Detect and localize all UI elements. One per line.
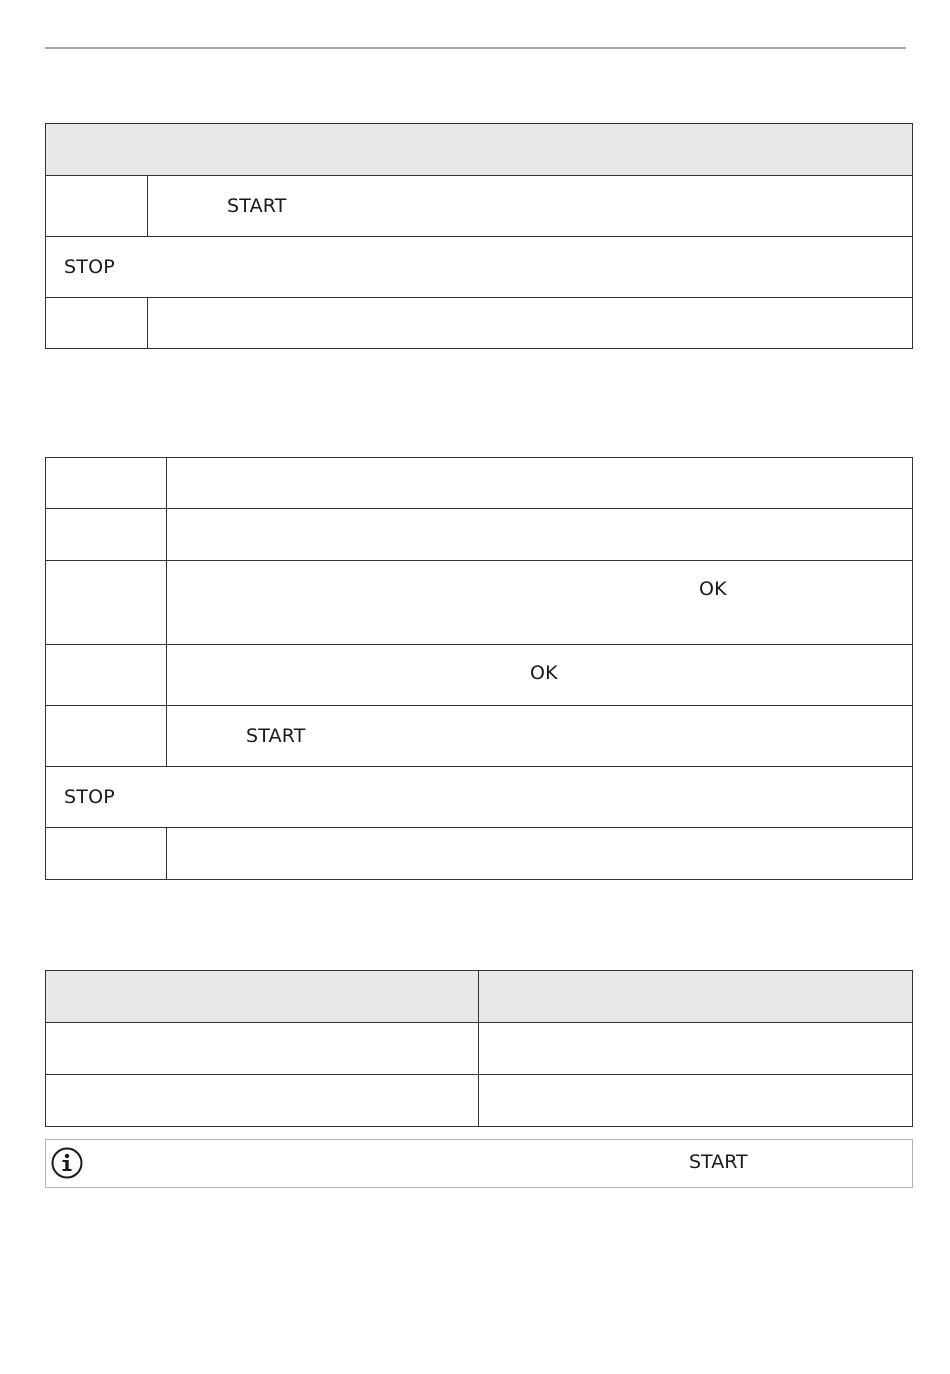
- table-header-row: [46, 971, 913, 1023]
- table-row: [46, 706, 913, 767]
- table-row: [46, 767, 913, 828]
- step-cell: [46, 561, 167, 645]
- action-cell: [167, 706, 913, 767]
- action-cell: [148, 176, 913, 237]
- action-cell: [167, 509, 913, 561]
- start-keyword: START: [227, 195, 287, 217]
- step-cell: [46, 458, 167, 509]
- step-cell: [46, 176, 148, 237]
- table-row: [46, 298, 913, 349]
- table-header-row: [46, 124, 913, 176]
- table-header-cell: [479, 971, 913, 1023]
- info-note: [45, 1139, 913, 1188]
- table-row: [46, 561, 913, 645]
- step-cell: [46, 509, 167, 561]
- start-keyword: START: [689, 1151, 748, 1173]
- step-cell: [46, 828, 167, 880]
- ok-keyword: OK: [530, 662, 558, 684]
- start-keyword: START: [246, 725, 306, 747]
- action-cell: [167, 561, 913, 645]
- stop-keyword: STOP: [64, 256, 115, 278]
- table-cell: [46, 1075, 479, 1127]
- table-row: [46, 1023, 913, 1075]
- action-cell: [148, 298, 913, 349]
- stop-cell: [46, 237, 913, 298]
- table-row: [46, 645, 913, 706]
- table-row: [46, 1075, 913, 1127]
- header-rule: [45, 47, 906, 49]
- settings-steps-table: [45, 457, 913, 880]
- table-row: [46, 828, 913, 880]
- table-row: [46, 237, 913, 298]
- table-row: [46, 509, 913, 561]
- step-cell: [46, 298, 148, 349]
- program-steps-table: [45, 123, 913, 349]
- table-cell: [46, 1023, 479, 1075]
- stop-cell: [46, 767, 913, 828]
- table-cell: [479, 1023, 913, 1075]
- table-row: [46, 458, 913, 509]
- action-cell: [167, 828, 913, 880]
- action-cell: [167, 458, 913, 509]
- step-cell: [46, 706, 167, 767]
- step-cell: [46, 645, 167, 706]
- table-cell: [479, 1075, 913, 1127]
- table-row: [46, 176, 913, 237]
- options-table: [45, 970, 913, 1127]
- table-header-cell: [46, 124, 913, 176]
- table-header-cell: [46, 971, 479, 1023]
- action-cell: [167, 645, 913, 706]
- ok-keyword: OK: [699, 578, 727, 600]
- info-icon: [51, 1147, 83, 1179]
- stop-keyword: STOP: [64, 786, 115, 808]
